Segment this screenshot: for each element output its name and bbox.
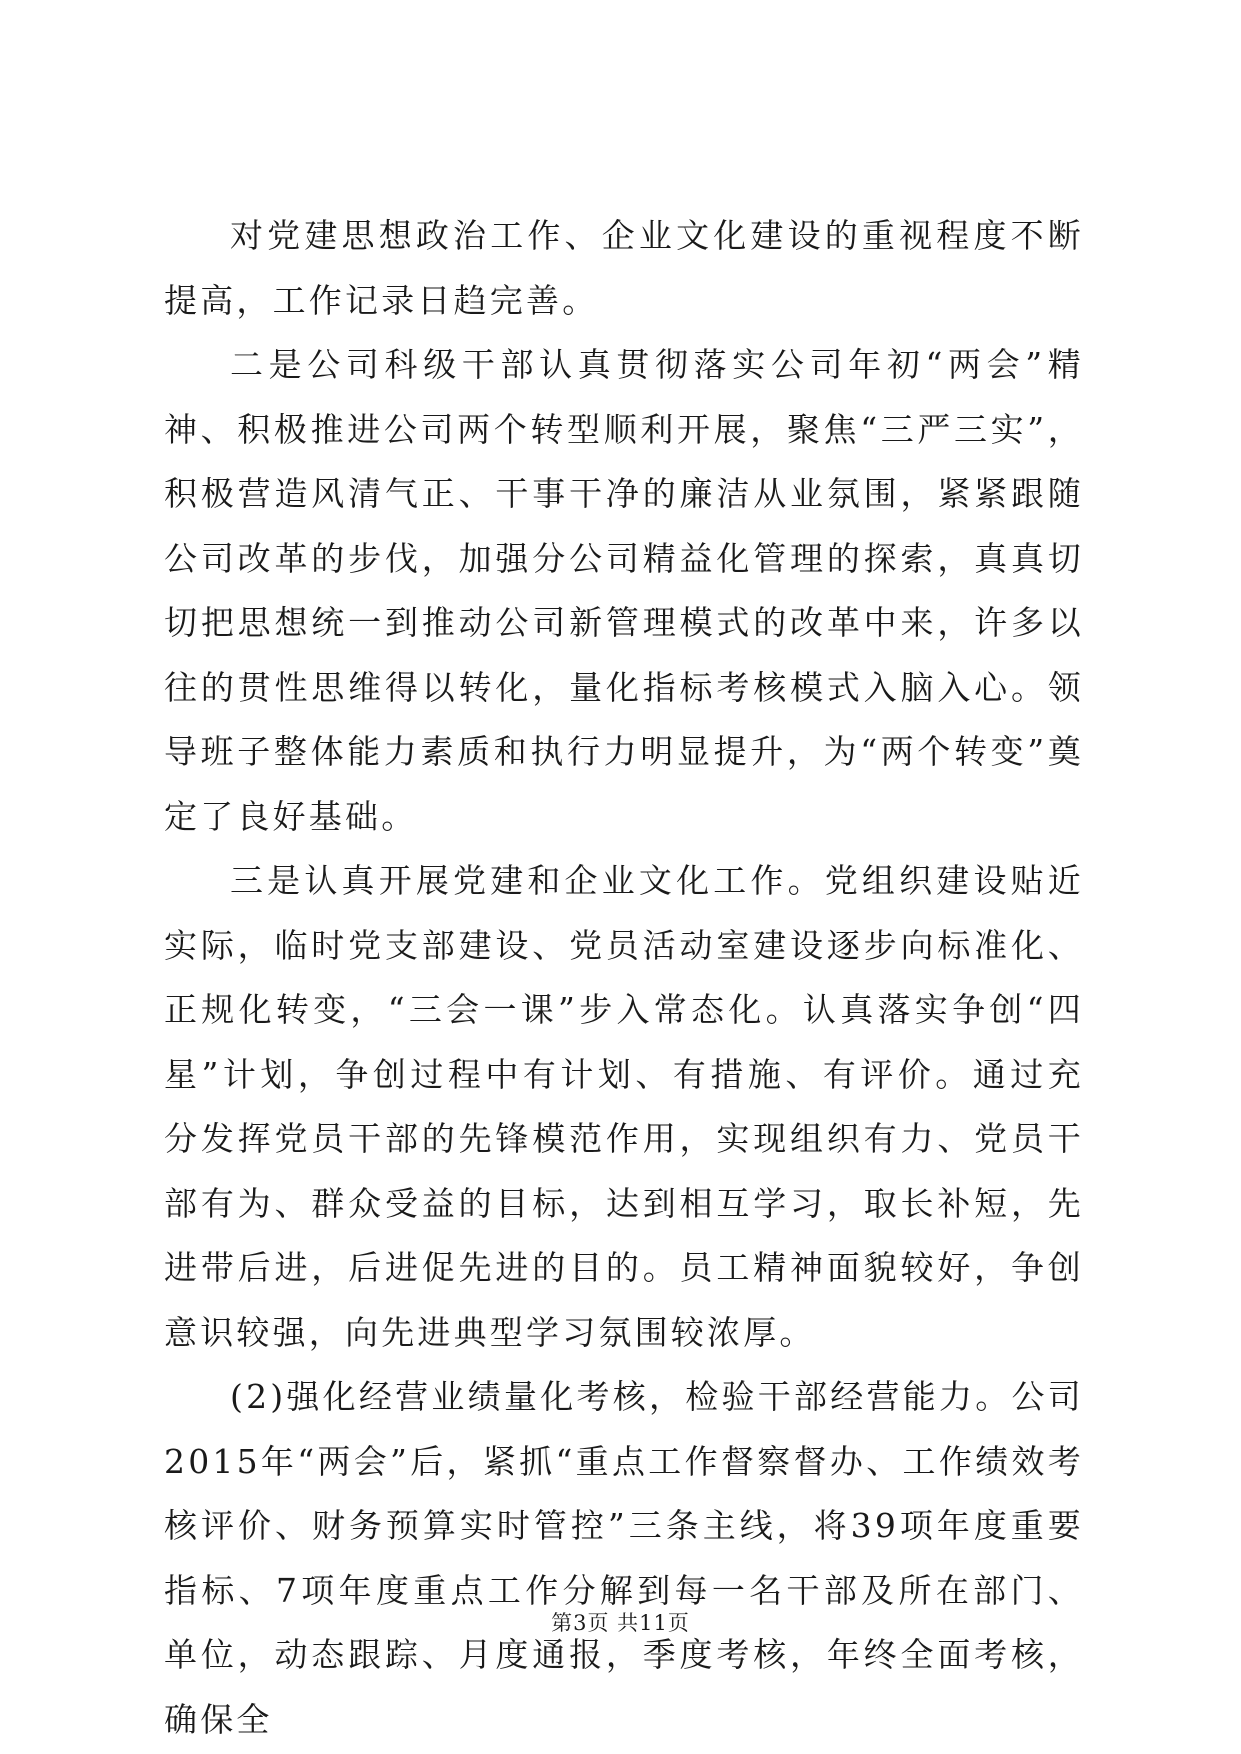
paragraph-1: 对党建思想政治工作、企业文化建设的重视程度不断提高，工作记录日趋完善。 <box>164 216 1084 320</box>
document-body <box>164 204 1084 1752</box>
page-footer: 第3页 共11页 <box>551 1611 690 1635</box>
paragraph-4: (2)强化经营业绩量化考核，检验干部经营能力。公司2015年“两会”后，紧抓“重点工作督察督办、工作绩效考核评价、财务预算实时管控”三条主线，将39项年度重要指标、7项年度重点工作分解到每一名干部及所在部门、单位，动态跟踪、月度通报，季度考核，年终全面考核，确保全 <box>164 1377 1084 1739</box>
paragraph-2: 二是公司科级干部认真贯彻落实公司年初“两会”精神、积极推进公司两个转型顺利开展，聚焦“三严三实”，积极营造风清气正、干事干净的廉洁从业氛围，紧紧跟随公司改革的步伐，加强分公司精益化管理的探索，真真切切把思想统一到推动公司新管理模式的改革中来，许多以往的贯性思维得以转化，量化指标考核模式入脑入心。领导班子整体能力素质和执行力明显提升，为“两个转变”奠定了良好基础。 <box>164 345 1084 836</box>
paragraph-3: 三是认真开展党建和企业文化工作。党组织建设贴近实际，临时党支部建设、党员活动室建设逐步向标准化、正规化转变，“三会一课”步入常态化。认真落实争创“四星”计划，争创过程中有计划、有措施、有评价。通过充分发挥党员干部的先锋模范作用，实现组织有力、党员干部有为、群众受益的目标，达到相互学习，取长补短，先进带后进，后进促先进的目的。员工精神面貌较好，争创意识较强，向先进典型学习氛围较浓厚。 <box>164 861 1084 1352</box>
